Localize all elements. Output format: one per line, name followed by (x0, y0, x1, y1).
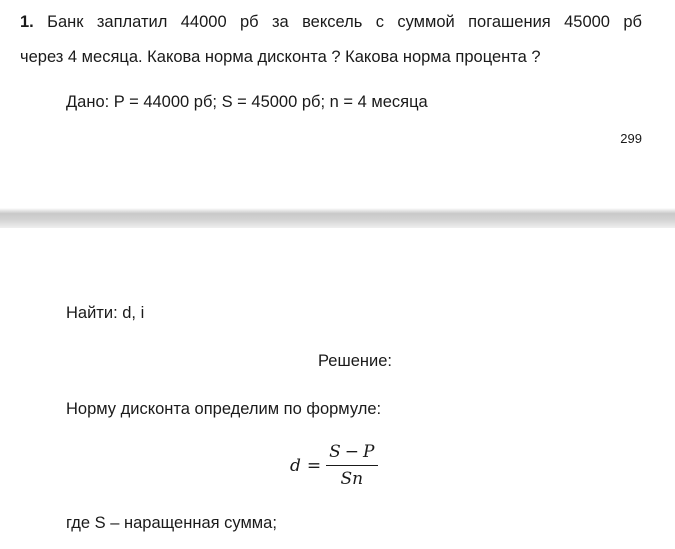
page-separator (0, 208, 675, 228)
solution-heading: Решение: (318, 352, 392, 370)
problem-number: 1. (20, 13, 34, 31)
numerator-minus: − (344, 442, 360, 462)
numerator-s: S (329, 442, 341, 462)
formula-equals: = (306, 455, 322, 476)
problem-line-1 (20, 12, 642, 32)
page-number: 299 (620, 131, 642, 146)
formula-numerator (326, 442, 377, 465)
numerator-p: P (363, 442, 375, 462)
formula-fraction (326, 442, 377, 489)
formula-lhs: d (290, 455, 301, 476)
problem-text-line-2: через 4 месяца. Какова норма дисконта ? Какова норма процента ? (20, 48, 541, 66)
find-line: Найти: d, i (66, 304, 145, 322)
formula-intro: Норму дисконта определим по формуле: (66, 400, 382, 418)
problem-text-line-1: Банк заплатил 44000 рб за вексель с суммой погашения 45000 рб (47, 13, 642, 31)
page-bottom (0, 228, 675, 549)
where-line: где S – наращенная сумма; (66, 514, 277, 532)
discount-formula (290, 442, 378, 489)
formula-denominator: Sn (340, 469, 364, 489)
given-line: Дано: P = 44000 рб; S = 45000 рб; n = 4 месяца (66, 93, 428, 111)
